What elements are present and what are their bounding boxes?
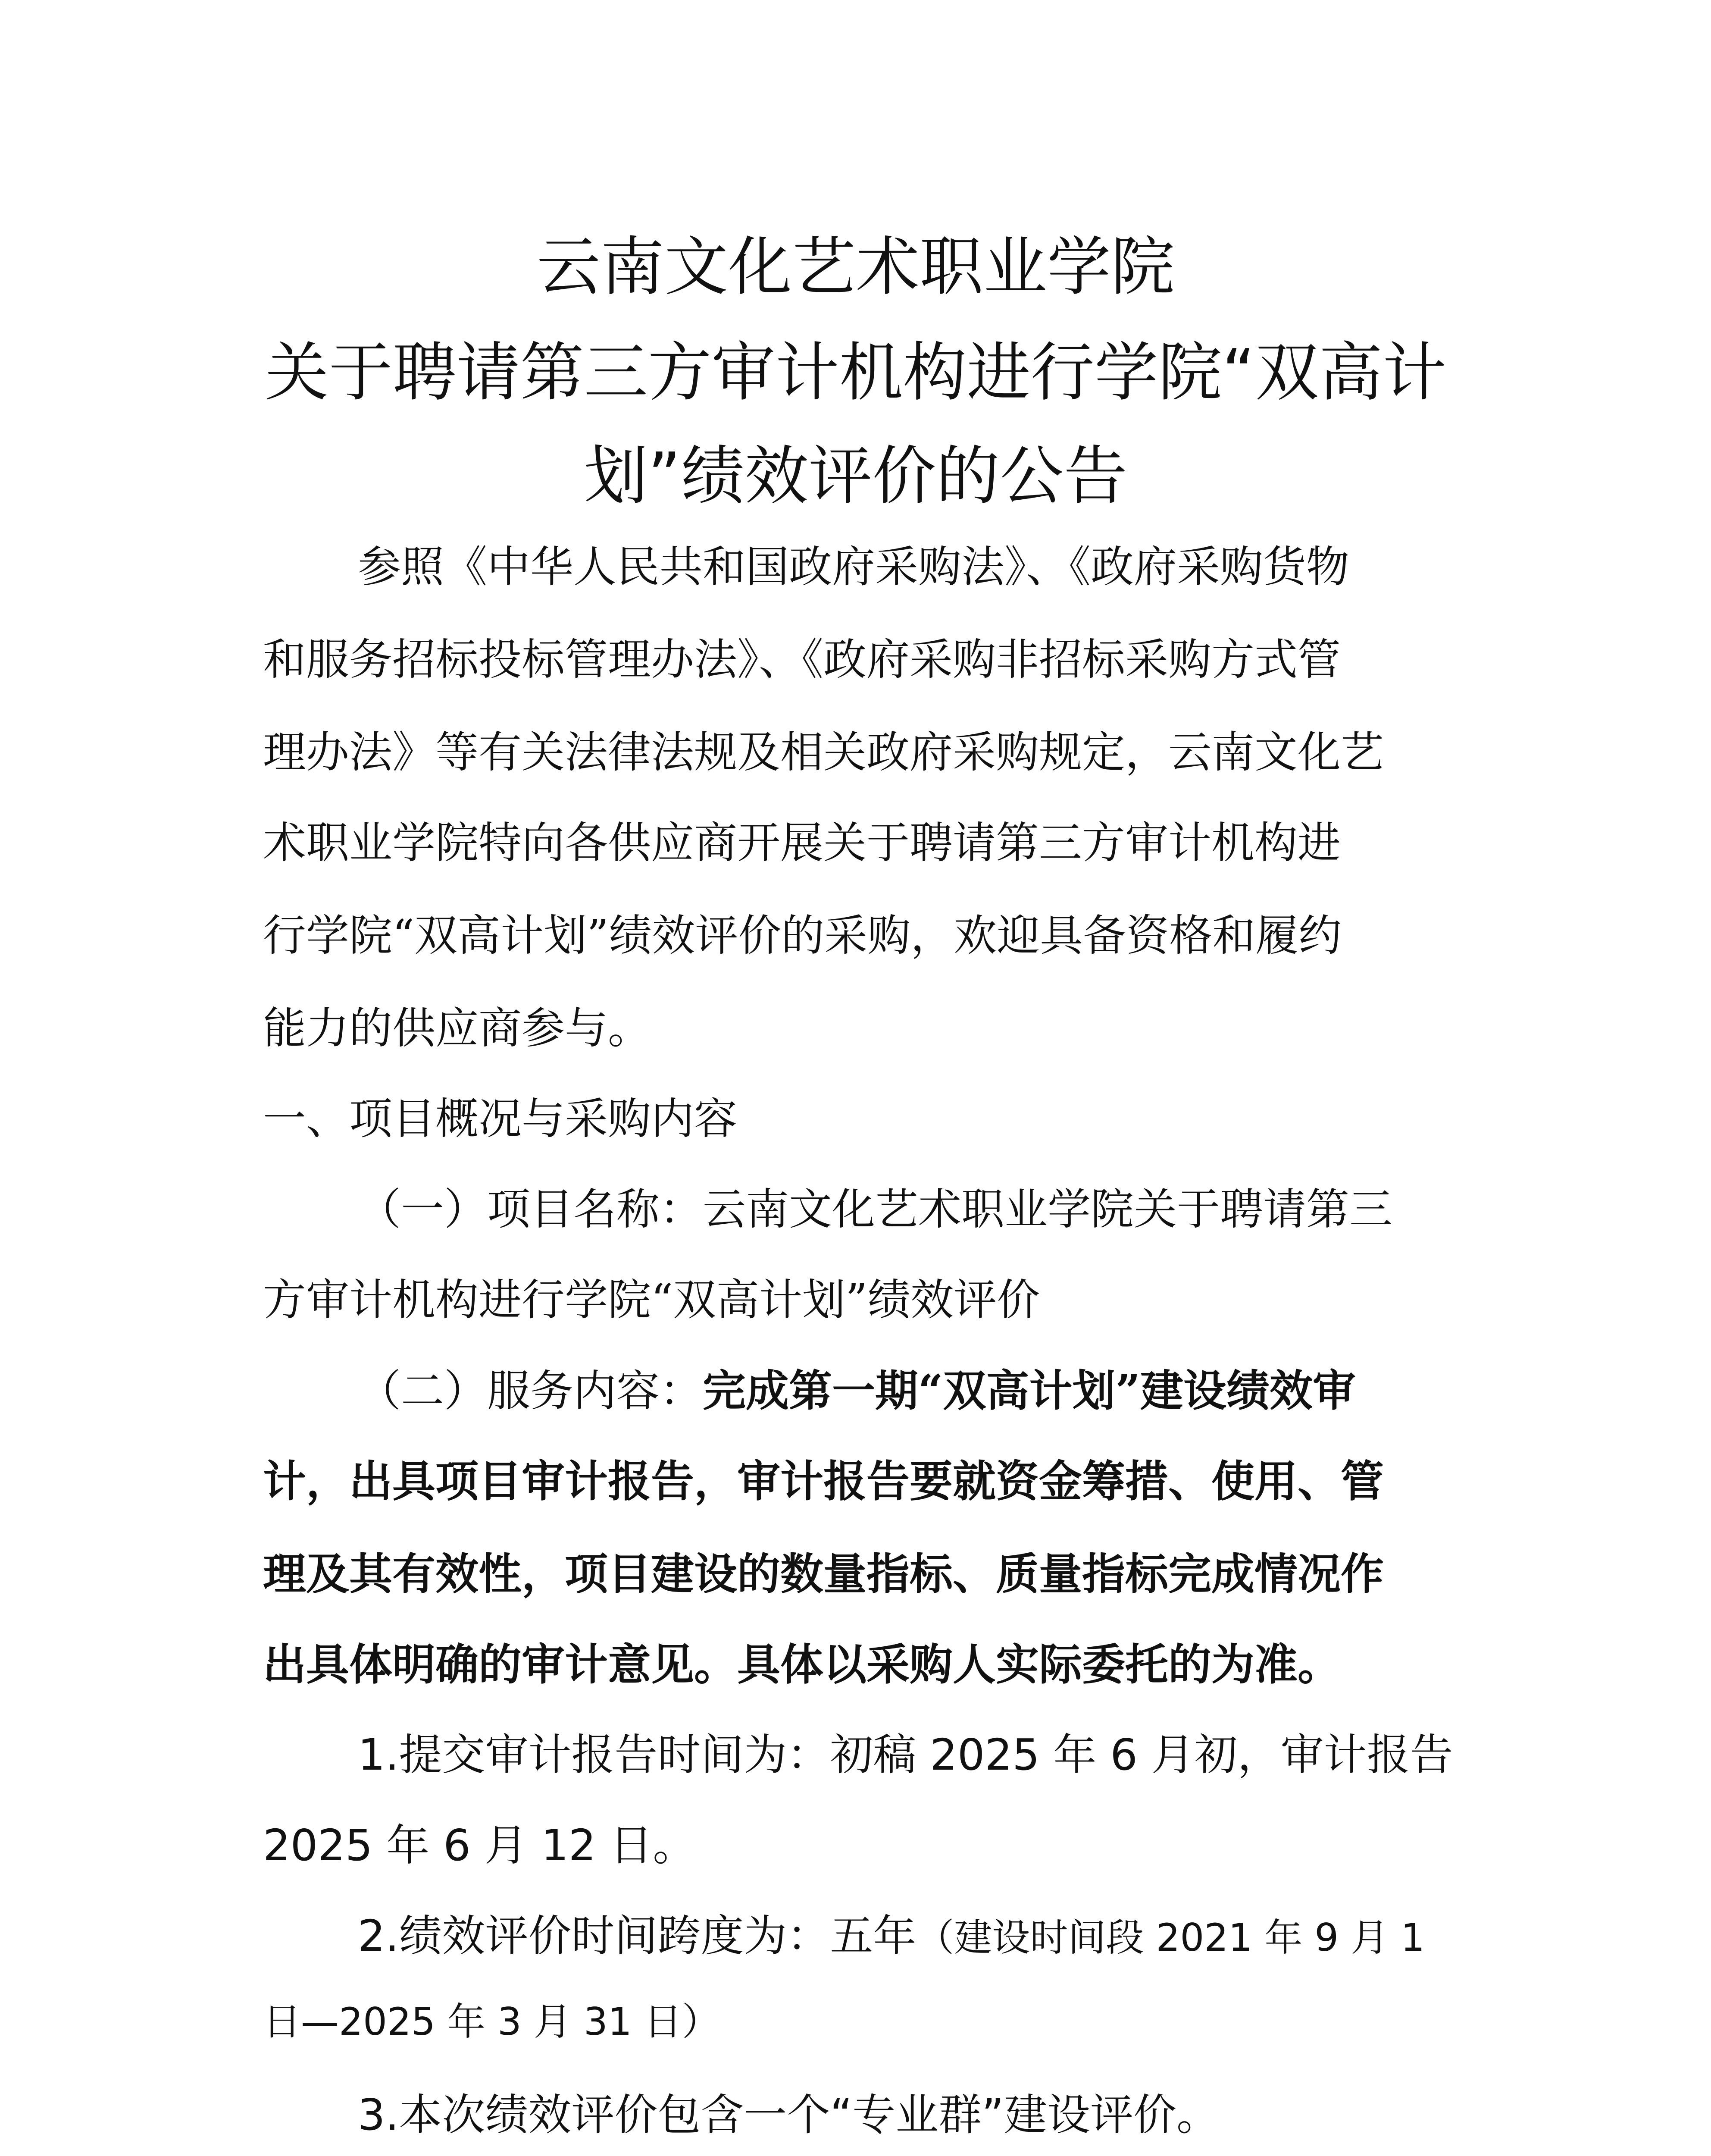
point2-line-2: 日—2025 年 3 月 31 日） — [263, 1999, 720, 2044]
intro-line-6: 能力的供应商参与。 — [263, 1003, 651, 1053]
item2-line-4: 出具体明确的审计意见。具体以采购人实际委托的为准。 — [263, 1639, 1341, 1690]
intro-line-5: 行学院“双高计划”绩效评价的采购，欢迎具备资格和履约 — [263, 910, 1342, 961]
title-line-1: 云南文化艺术职业学院 — [537, 230, 1175, 304]
item2-line-1 — [358, 1365, 1356, 1416]
intro-line-4: 术职业学院特向各供应商开展关于聘请第三方审计机构进 — [263, 818, 1341, 868]
item1-line-2: 方审计机构进行学院“双高计划”绩效评价 — [263, 1275, 1040, 1325]
title-line-2: 关于聘请第三方审计机构进行学院“双高计 — [265, 335, 1447, 410]
item2-line-2: 计，出具项目审计报告，审计报告要就资金筹措、使用、管 — [263, 1456, 1384, 1507]
intro-line-3: 理办法》等有关法律法规及相关政府采购规定，云南文化艺 — [263, 727, 1384, 777]
point1-line-2: 2025 年 6 月 12 日。 — [263, 1820, 696, 1871]
section-heading: 一、项目概况与采购内容 — [263, 1094, 737, 1144]
intro-line-2: 和服务招标投标管理办法》、《政府采购非招标采购方式管 — [263, 634, 1341, 685]
intro-line-1: 参照《中华人民共和国政府采购法》、《政府采购货物 — [358, 542, 1349, 592]
title-line-3: 划”绩效评价的公告 — [584, 439, 1128, 513]
point2-line-1 — [358, 1911, 1425, 1961]
item1-line-1: （一）项目名称：云南文化艺术职业学院关于聘请第三 — [358, 1184, 1392, 1235]
point1-line-1: 1.提交审计报告时间为：初稿 2025 年 6 月初，审计报告 — [358, 1730, 1453, 1780]
item2-label: （二）服务内容： — [358, 1366, 703, 1416]
point2-paren: （建设时间段 2021 年 9 月 1 — [916, 1915, 1425, 1960]
item2-line-3: 理及其有效性，项目建设的数量指标、质量指标完成情况作 — [263, 1548, 1384, 1599]
item2-bold-1: 完成第一期“双高计划”建设绩效审 — [703, 1365, 1356, 1416]
point2-prefix: 2.绩效评价时间跨度为：五年 — [358, 1911, 916, 1961]
point3-line: 3.本次绩效评价包含一个“专业群”建设评价。 — [358, 2090, 1220, 2140]
